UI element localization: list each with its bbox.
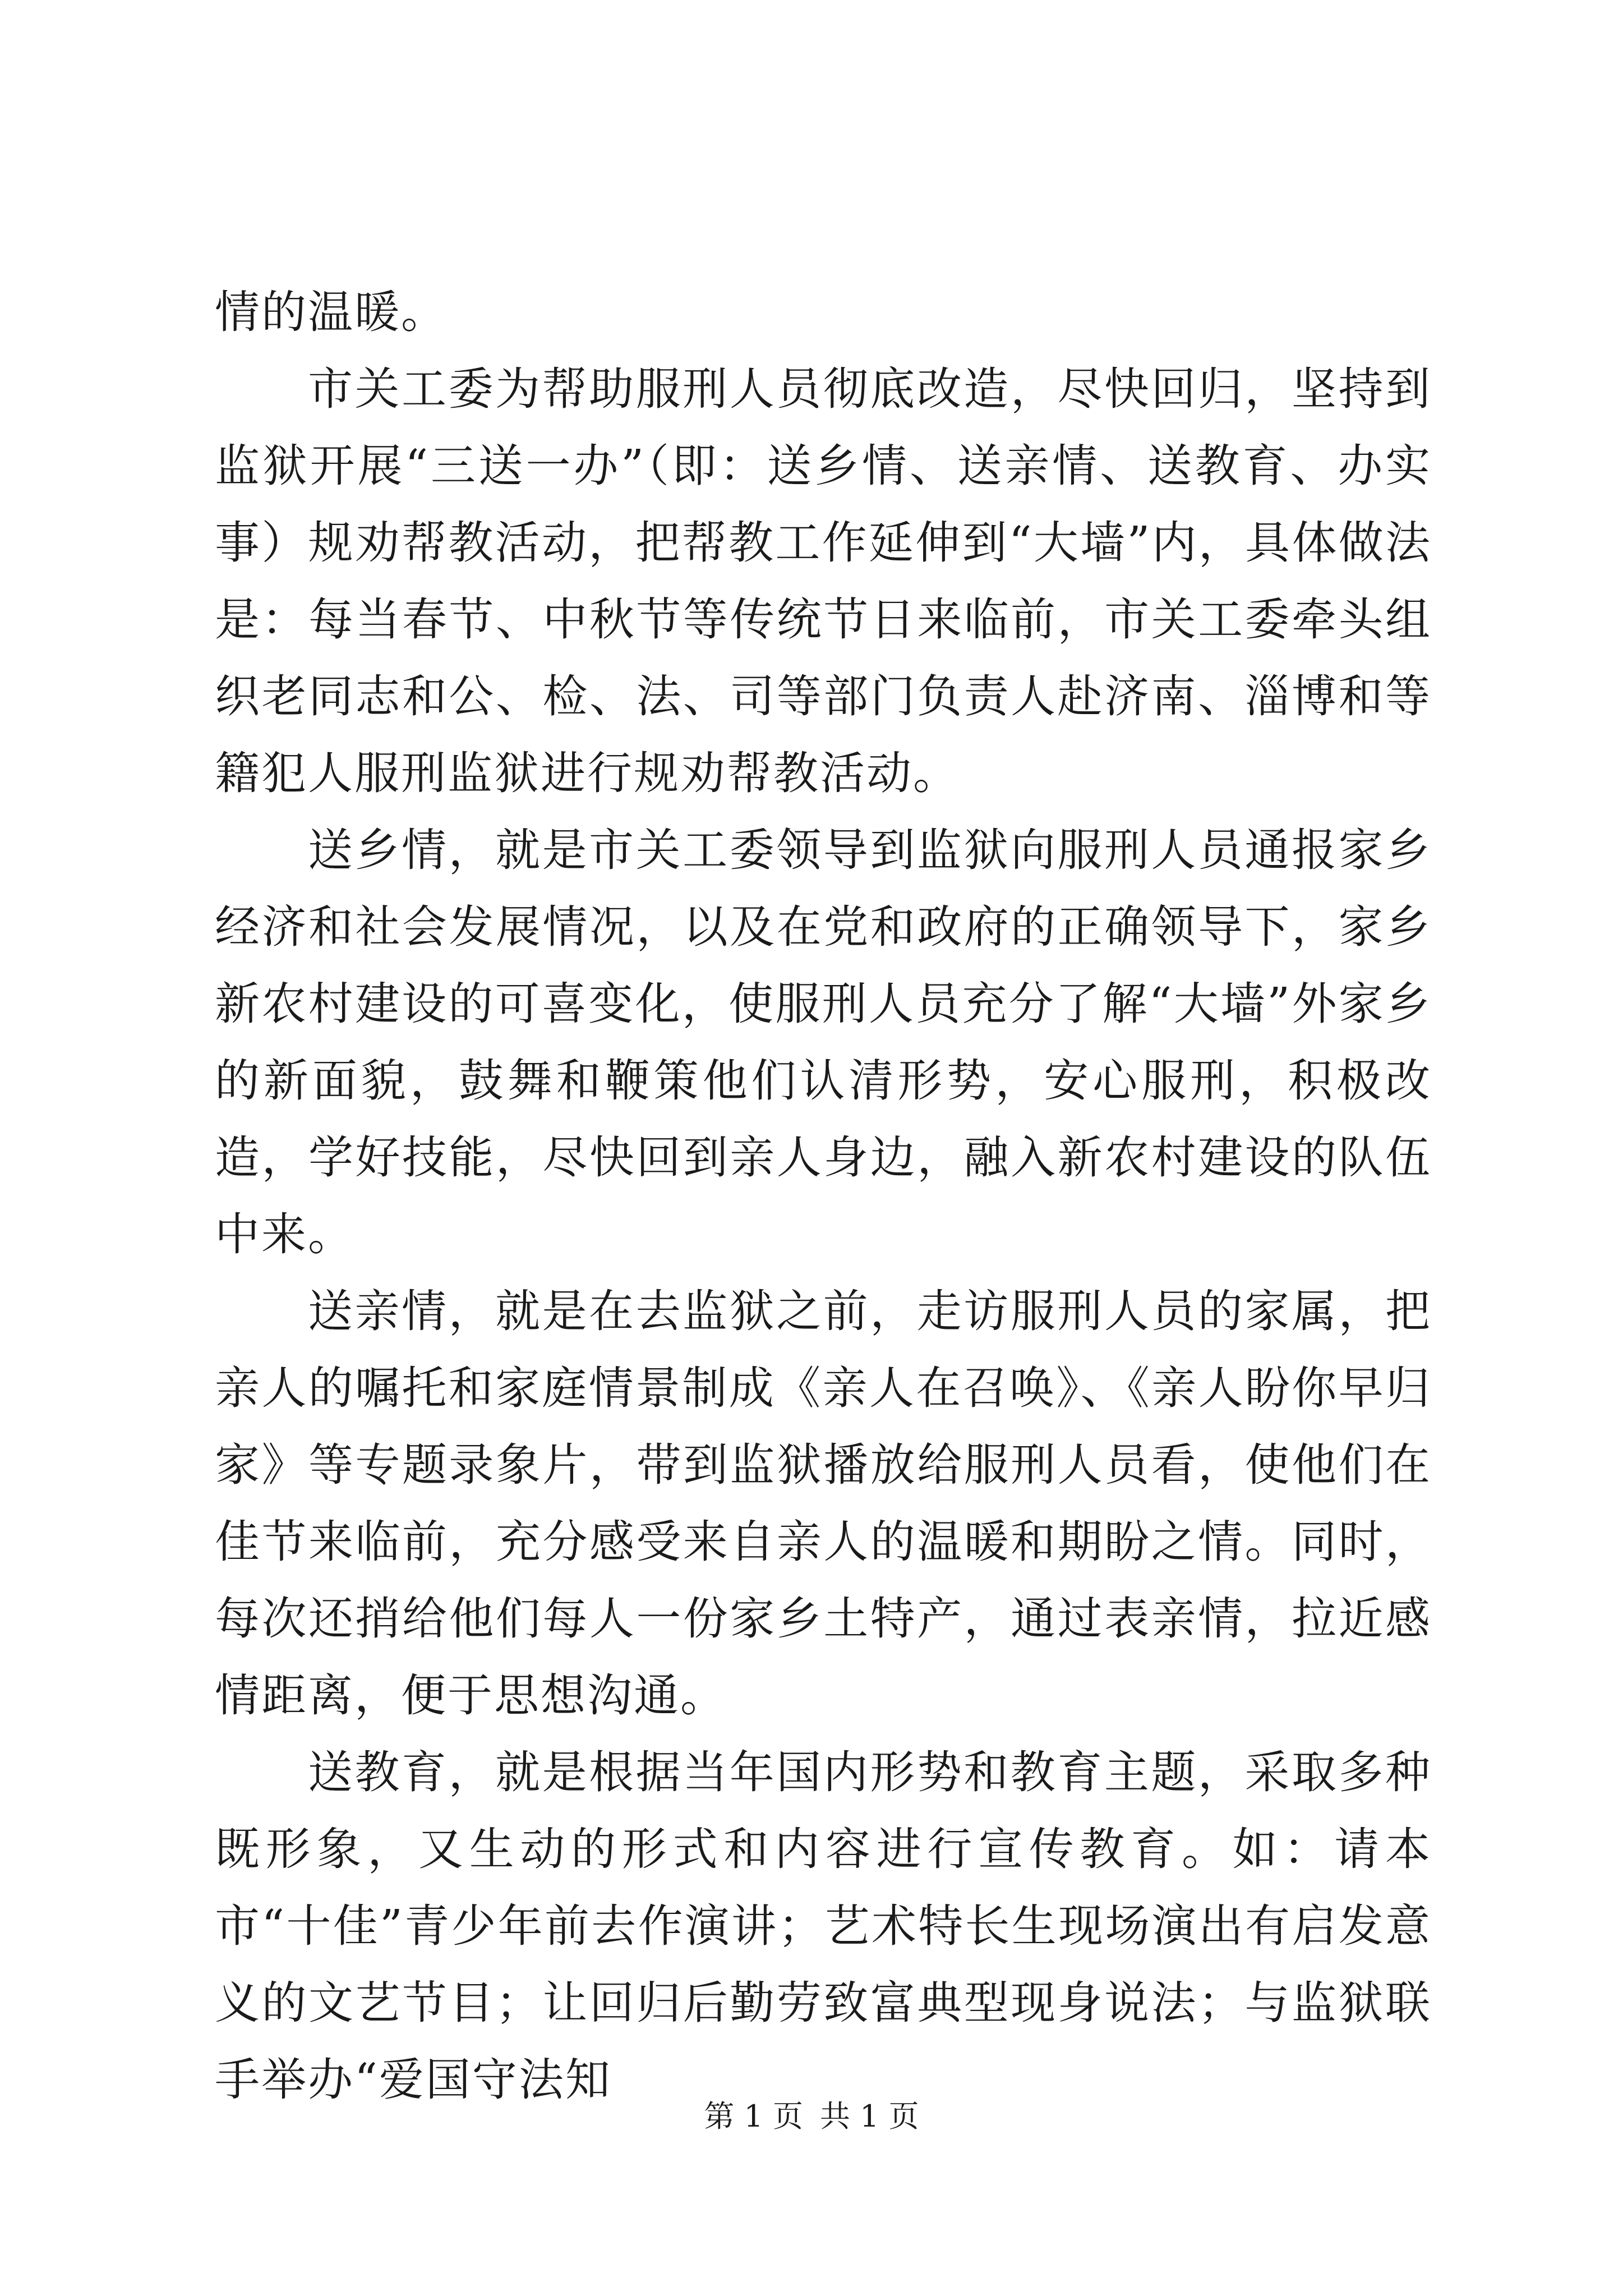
document-body — [215, 274, 1432, 2118]
page-footer — [0, 2097, 1623, 2136]
paragraph-3: 送乡情，就是市关工委领导到监狱向服刑人员通报家乡经济和社会发展情况，以及在党和政府的正确领导下，家乡新农村建设的可喜变化，使服刑人员充分了解“大墙”外家乡的新面貌，鼓舞和鞭策他们认清形势，安心服刑，积极改造，学好技能，尽快回到亲人身边，融入新农村建设的队伍中来。 — [215, 824, 1432, 1260]
paragraph-5: 送教育，就是根据当年国内形势和教育主题，采取多种既形象，又生动的形式和内容进行宣传教育。如：请本市“十佳”青少年前去作演讲；艺术特长生现场演出有启发意义的文艺节目；让回归后勤劳致富典型现身说法；与监狱联手举办“爱国守法知 — [215, 1746, 1432, 2106]
paragraph-2: 市关工委为帮助服刑人员彻底改造，尽快回归，坚持到监狱开展“三送一办”（即：送乡情、送亲情、送教育、办实事）规劝帮教活动，把帮教工作延伸到“大墙”内，具体做法是：每当春节、中秋节等传统节日来临前，市关工委牵头组织老同志和公、检、法、司等部门负责人赴济南、淄博和等籍犯人服刑监狱进行规劝帮教活动。 — [215, 363, 1432, 799]
paragraph-1: 情的温暖。 — [215, 286, 448, 338]
page-total: 共 1 页 — [820, 2099, 919, 2134]
page-number: 第 1 页 — [704, 2099, 803, 2134]
paragraph-4: 送亲情，就是在去监狱之前，走访服刑人员的家属，把亲人的嘱托和家庭情景制成《亲人在召唤》、《亲人盼你早归家》等专题录象片，带到监狱播放给服刑人员看，使他们在佳节来临前，充分感受来自亲人的温暖和期盼之情。同时，每次还捎给他们每人一份家乡土特产，通过表亲情，拉近感情距离，便于思想沟通。 — [215, 1285, 1432, 1722]
